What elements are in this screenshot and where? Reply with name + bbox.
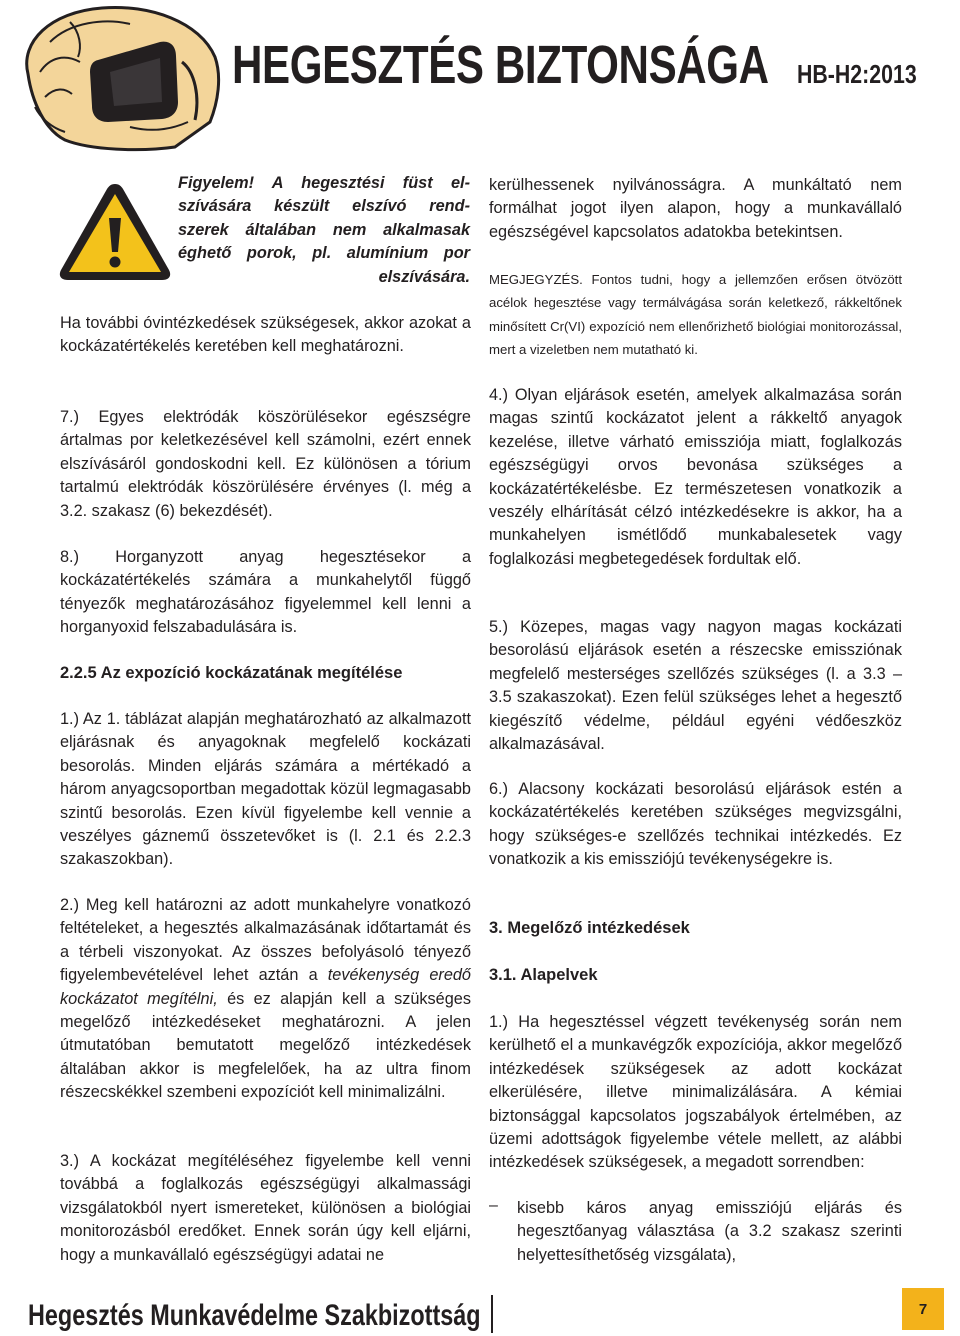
paragraph-3: 3.) A kockázat megítéléséhez figyelembe kell venni továbbá a foglalkozás egészségügyi alkalmassági vizsgálatokból nyert ismereteket, különösen a biológiai monitorozásból eredőket. Ennek során úgy kell eljárni, hogy a munkavállaló egészségügyi adatai ne <box>60 1152 471 1264</box>
list-item-text: kisebb káros anyag emissziójú eljárás és hegesztőanyag választása (a 3.2 szakasz szerinti helyettesíthetőség vizsgálata), <box>517 1199 902 1264</box>
welding-helmet-icon <box>10 2 225 152</box>
footer-organization: Hegesztés Munkavédelme Szakbizottság <box>28 1299 481 1332</box>
dash-marker: – <box>489 1197 498 1214</box>
paragraph-7: 7.) Egyes elektródák köszörülésekor egészségre ártalmas por keletkezésével kell számolni, ezért ennek elszívásáról gondoskodni kell. Ez különösen a tórium tartalmú elektródák köszörülésére érvényes (l. még a 3.2. szakasz (6) bekezdését). <box>60 408 471 520</box>
warning-triangle-icon <box>57 180 173 284</box>
page-number: 7 <box>902 1288 944 1330</box>
warning-text <box>178 172 470 289</box>
paragraph-8: 8.) Horganyzott anyag hegesztésekor a kockázatértékelés számára a munkahelytől függő tényezők meghatározásához figyelemmel kell lenni a horganyoxid felszabadulására is. <box>60 548 471 637</box>
section-heading-3-1: 3.1. Alapelvek <box>489 966 598 984</box>
warning-line: elszívására. <box>378 267 470 286</box>
warning-line: Figyelem! A hegesztési füst el- <box>178 174 470 192</box>
warning-line: szívására készült elszívó rend- <box>178 197 470 216</box>
warning-line: szerek általában nem alkalmasak <box>178 220 470 239</box>
paragraph-4: 4.) Olyan eljárások esetén, amelyek alkalmazása során magas szintű kockázatot jelent a rákkeltő anyagok kezelése, illetve várható emissziója miatt, foglalkozás egészségügyi orvos bevonása szükséges a kockázatértékelésbe. Ez természetesen vonatkozik a veszély elhárítását célzó intézkedésekre is akkor, ha a munkahelyen ismétlődő munkabalesetek vagy foglalkozási megbetegedések fordultak elő. <box>489 386 902 568</box>
paragraph-1: 1.) Az 1. táblázat alapján meghatározható az alkalmazott eljárásnak és anyagoknak megfelelő kockázati besorolás. Minden eljárás számára a mértékadó a három anyagcsoportban megadottak közül legmagasabb szintű besorolás. Ezen kívül figyelembe kell vennie a veszélyes gáznemű összetevőket is (l. 2.1 és 2.2.3 szakaszokban). <box>60 710 471 869</box>
paragraph-6: 6.) Alacsony kockázati besorolású eljárások estén a kockázatértékelés keretében szükséges megvizsgálni, hogy szükséges-e szellőzés technikai intézkedés. Ez vonatkozik a kis emissziójú tevékenységekre is. <box>489 780 902 869</box>
paragraph-5: 5.) Közepes, magas vagy nagyon magas kockázati besorolású eljárások esetén a részecske emissziónak megfelelő mesterséges szellőzés szükséges (l. a 3.3 – 3.5 szakaszokat). Ezen felül szükséges lehet a hegesztő kiegészítő védelme, például egyéni védőeszköz alkalmazásával. <box>489 618 902 754</box>
section-heading-2-2-5: 2.2.5 Az expozíció kockázatának megítélése <box>60 664 403 682</box>
warning-line: éghető porok, pl. alumínium por <box>178 244 470 263</box>
paragraph-2-end: és ez alapján kell a szükséges megelőző intézkedéseket meghatározni. A jelen útmutatóban bemutatott megelőző intézkedések általában akkor is megfelelőek, ha az ultra finom részecskékkel szembeni expozíciót kell minimalizálni. <box>60 989 471 1102</box>
document-code: HB-H2:2013 <box>797 59 917 89</box>
page-title: HEGESZTÉS BIZTONSÁGA <box>232 35 769 95</box>
paragraph-continued: kerülhessenek nyilvánosságra. A munkáltató nem formálhat jogot ilyen alapon, hogy a munkavállaló egészségével kapcsolatos adatokba betekintsen. <box>489 176 902 241</box>
paragraph-2-italic: tevékenység eredő kockázatot megítélni, <box>60 966 471 1008</box>
paragraph-2-start: 2.) Meg kell határozni az adott munkahelyre vonatkozó feltételeket, a hegesztés alkalmazásának időtartamát és a térbeli viszonyokat. Az összes befolyásoló tényező figyelembevételével lehet aztán a <box>60 896 471 985</box>
section-heading-3: 3. Megelőző intézkedések <box>489 919 690 937</box>
paragraph-2 <box>60 894 471 1105</box>
paragraph-3-1: 1.) Ha hegesztéssel végzett tevékenység során nem kerülhető el a munkavégzők expozíciója, akkor megelőző intézkedések szükségesek az adott kockázat elkerülésére, illetve minimalizálására. A kémiai biztonsággal kapcsolatos jogszabályok értelmében, az üzemi adottságok figyelembe vétele mellett, az alábbi intézkedések szükségesek, a megadott sorrendben: <box>489 1013 902 1172</box>
paragraph: Ha további óvintézkedések szükségesek, akkor azokat a kockázatértékelés keretében kell meghatározni. <box>60 314 471 356</box>
note: MEGJEGYZÉS. Fontos tudni, hogy a jellemzően erősen ötvözött acélok hegesztése vagy termálvágása során keletkező, rákkeltőnek minősített Cr(VI) expozíció nem ellenőrizhető biológiai monitorozással, mert a vizeletben nem mutatható ki. <box>489 272 902 358</box>
footer-divider <box>491 1295 493 1333</box>
